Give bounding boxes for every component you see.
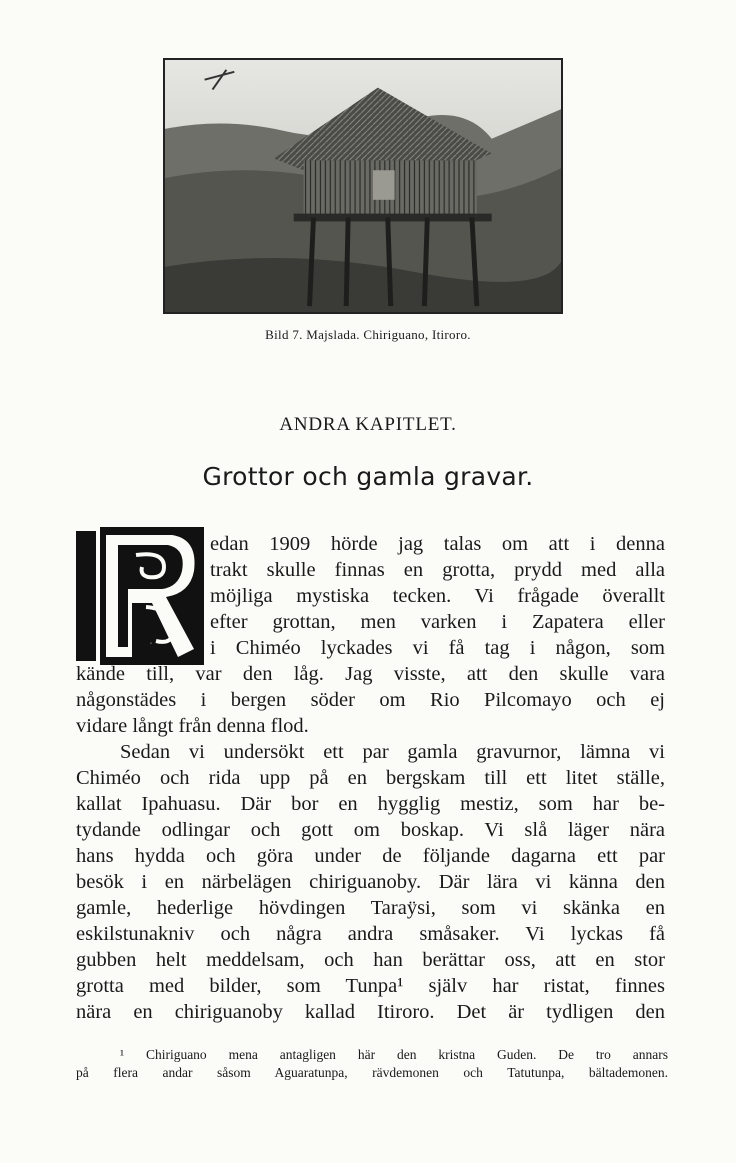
body-line: Chiméo och rida upp på en bergskam till ett litet ställe, bbox=[76, 767, 665, 789]
body-line: eskilstunakniv och några andra småsaker. Vi lyckas få bbox=[76, 923, 665, 945]
footnote-line: ¹ Chiriguano mena antagligen här den kristna Guden. De tro annars bbox=[120, 1047, 668, 1062]
body-line: hans hydda och göra under de följande dagarna ett par bbox=[76, 845, 665, 867]
body-line: grotta med bilder, som Tunpa¹ själv har ristat, finnes bbox=[76, 975, 665, 997]
body-line: besök i en närbelägen chiriguanoby. Där lära vi känna den bbox=[76, 871, 665, 893]
body-line: Sedan vi undersökt ett par gamla gravurnor, lämna vi bbox=[120, 741, 665, 763]
body-line: kände till, var den låg. Jag visste, att den skulle vara bbox=[76, 663, 665, 685]
body-line: trakt skulle finnas en grotta, prydd med alla bbox=[210, 559, 665, 581]
body-line: möjliga mystiska tecken. Vi frågade överallt bbox=[210, 585, 665, 607]
body-line: i Chiméo lyckades vi få tag i någon, som bbox=[210, 637, 665, 659]
decorative-initial-r bbox=[76, 527, 206, 665]
chapter-title: Grottor och gamla gravar. bbox=[202, 462, 534, 491]
body-line: kallat Ipahuasu. Där bor en hygglig mestiz, som har be- bbox=[76, 793, 665, 815]
body-line: gamle, hederlige hövdingen Taraÿsi, som vi skänka en bbox=[76, 897, 665, 919]
corn-storage-hut-image bbox=[165, 60, 561, 312]
figure-photograph bbox=[163, 58, 563, 314]
figure-caption: Bild 7. Majslada. Chiriguano, Itiroro. bbox=[265, 327, 471, 342]
body-line: nära en chiriguanoby kallad Itiroro. Det är tydligen den bbox=[76, 1001, 665, 1023]
decorative-initial-letter: R bbox=[150, 643, 152, 645]
body-line: vidare långt från denna flod. bbox=[76, 715, 309, 737]
body-line: någonstädes i bergen söder om Rio Pilcomayo och ej bbox=[76, 689, 665, 711]
decorative-initial bbox=[76, 527, 206, 665]
chapter-heading: ANDRA KAPITLET. bbox=[279, 414, 457, 435]
body-line: efter grottan, men varken i Zapatera eller bbox=[210, 611, 665, 633]
body-line: gubben helt meddelsam, och han berättar oss, att en stor bbox=[76, 949, 665, 971]
footnote-line: på flera andar såsom Aguaratunpa, rävdemonen och Tatutunpa, bältademonen. bbox=[76, 1065, 668, 1080]
body-line: tydande odlingar och gott om boskap. Vi slå läger nära bbox=[76, 819, 665, 841]
body-line: edan 1909 hörde jag talas om att i denna bbox=[210, 533, 665, 555]
